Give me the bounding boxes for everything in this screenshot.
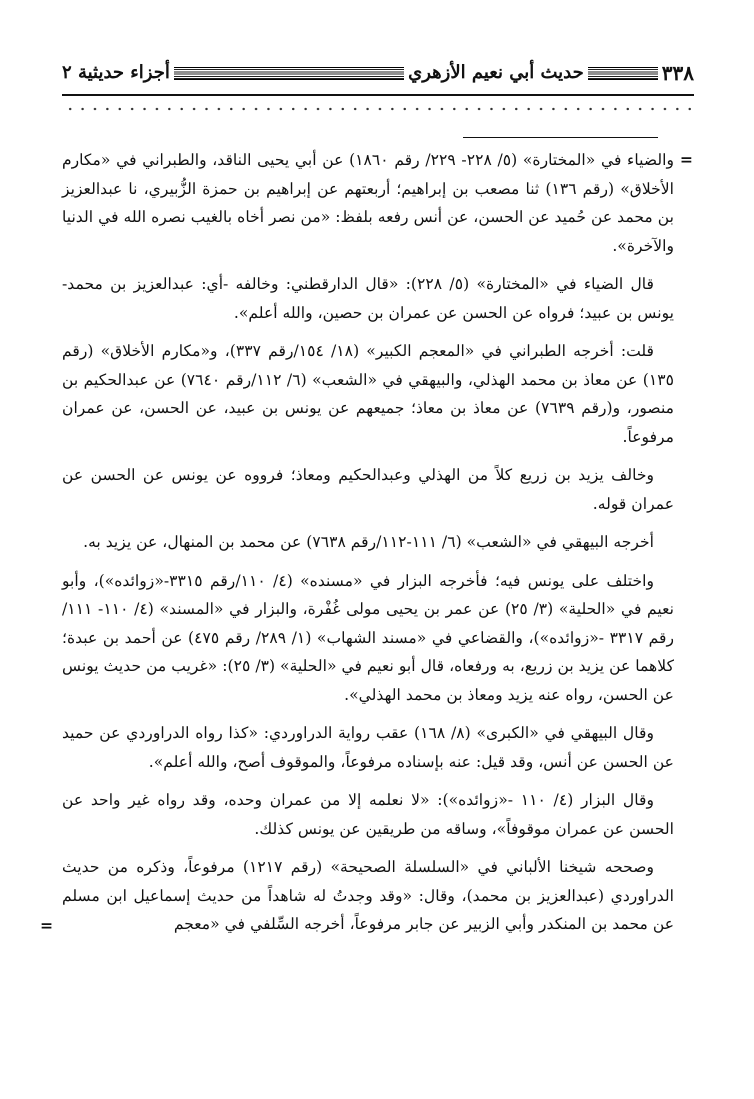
running-header (62, 56, 694, 90)
header-book-name: أجزاء حديثية ٢ (62, 62, 170, 83)
paragraph-text: والضياء في «المختارة» (٥/ ٢٢٨- ٢٢٩/ رقم ١٨٦٠) عن أبي يحيى الناقد، والطبراني في «مكارم الأخلاق» (رقم ١٣٦) ثنا مصعب بن إبراهيم؛ أربعتهم عن إبراهيم بن حمزة الزُّبيري، نا عبدالعزيز بن محمد عن حُميد عن الحسن، عن أنس رفعه بلفظ: «من نصر أخاه بالغيب نصره الله في الدنيا والآخرة». (62, 151, 675, 255)
paragraph-text: وخالف يزيد بن زريع كلاً من الهذلي وعبدالحكيم ومعاذ؛ فرووه عن يونس عن الحسن عن عمران قوله. (62, 466, 674, 513)
continuation-mark-end: = (40, 916, 54, 935)
paragraph-text: قلت: أخرجه الطبراني في «المعجم الكبير» (١٨/ ١٥٤/رقم ٣٣٧)، و«مكارم الأخلاق» (رقم ١٣٥) عن معاذ بن محمد الهذلي، والبيهقي في «الشعب» (٦/ ١١٢/رقم ٧٦٤٠) عن عبدالحكيم بن منصور، و(رقم ٧٦٣٩) عن معاذ بن معاذ؛ جميعهم عن يونس بن عبيد، عن الحسن، عن عمران مرفوعاً. (62, 342, 674, 446)
header-title: حديث أبي نعيم الأزهري (408, 62, 584, 83)
paragraph-4 (62, 461, 674, 518)
paragraph-7 (62, 719, 674, 776)
paragraph-text: وقال البيهقي في «الكبرى» (٨/ ١٦٨) عقب رواية الدراوردي: «كذا رواه الدراوردي عن حميد عن الحسن عن أنس، وقد قيل: عنه بإسناده مرفوعاً، والموقوف أصح، والله أعلم». (62, 724, 674, 771)
paragraph-text: واختلف على يونس فيه؛ فأخرجه البزار في «مسنده» (٤/ ١١٠/رقم ٣٣١٥-«زوائده»)، وأبو نعيم في «الحلية» (٣/ ٢٥) عن عمر بن يحيى مولى غُفْرة، والبزار في «المسند» (٤/ ١١٠- ١١١/رقم ٣٣١٧ -«زوائده»)، والقضاعي في «مسند الشهاب» (١/ ٢٨٩/ رقم ٤٧٥) عن أحمد بن عبدة؛ كلاهما عن يزيد بن زريع، به ورفعاه، قال أبو نعيم في «الحلية» (٣/ ٢٥): «غريب من حديث يونس عن الحسن، رواه عنه يزيد ومعاذ بن محمد الهذلي». (62, 571, 675, 704)
dotted-separator (62, 101, 694, 117)
paragraph-8 (62, 786, 674, 843)
paragraph-text: قال الضياء في «المختارة» (٥/ ٢٢٨): «قال الدارقطني: وخالفه -أي: عبدالعزيز بن محمد- يونس بن عبيد؛ فرواه عن الحسن عن عمران بن حصين، والله أعلم». (62, 275, 674, 322)
paragraph-2 (62, 270, 674, 327)
paragraph-3 (62, 337, 674, 451)
header-rule (62, 94, 694, 96)
paragraph-6 (62, 567, 674, 710)
paragraph-5 (62, 528, 674, 557)
paragraph-1 (62, 146, 693, 260)
continuation-mark-start: = (679, 150, 693, 169)
footnote-rule (463, 137, 658, 138)
header-ornament-right (588, 67, 658, 80)
header-ornament-left (174, 67, 404, 80)
page-number: ٣٣٨ (661, 61, 694, 85)
paragraph-text: أخرجه البيهقي في «الشعب» (٦/ ١١١-١١٢/رقم ٧٦٣٨) عن محمد بن المنهال، عن يزيد به. (83, 533, 654, 551)
paragraph-text: وصححه شيخنا الألباني في «السلسلة الصحيحة» (رقم ١٢١٧) مرفوعاً، وذكره من حديث الدراوردي (عبدالعزيز بن محمد)، وقال: «وقد وجدتُ له شاهداً من حديث إسماعيل ابن مسلم عن محمد بن المنكدر وأبي الزبير عن جابر مرفوعاً، أخرجه السِّلفي في «معجم (62, 858, 674, 933)
paragraph-text: وقال البزار (٤/ ١١٠ -«زوائده»): «لا نعلمه إلا من عمران وحده، وقد رواه غير واحد عن الحسن عن عمران موقوفاً»، وساقه من طريقين عن يونس كذلك. (62, 791, 674, 838)
paragraph-9 (40, 853, 674, 939)
footnote-body (40, 146, 693, 949)
